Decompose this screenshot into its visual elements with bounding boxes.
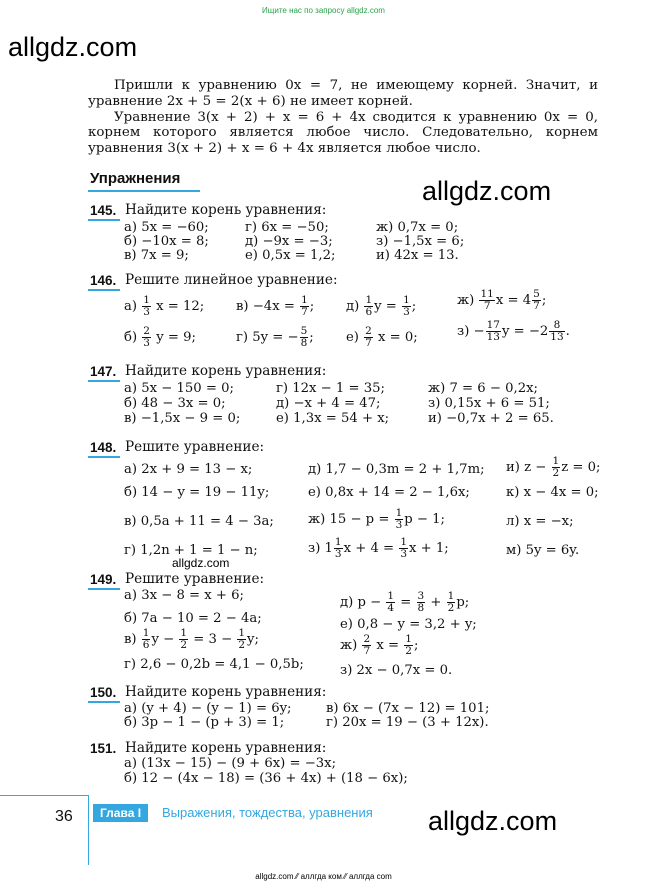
exercise-149-item: а) 3x − 8 = x + 6; (124, 588, 244, 603)
exercise-147-item: г) 12x − 1 = 35; (276, 381, 385, 396)
exercise-145-item: е) 0,5x = 1,2; (245, 248, 336, 263)
exercise-148-underline (88, 456, 120, 458)
exercise-145-item: д) −9x = −3; (245, 234, 333, 249)
exercise-147-item: и) −0,7x + 2 = 65. (428, 411, 554, 426)
exercise-147-item: е) 1,3x = 54 + x; (276, 411, 390, 426)
page-number: 36 (55, 808, 73, 825)
exercise-149-underline (88, 588, 120, 590)
fraction: $\frac{1}{2}$ (238, 627, 246, 651)
intro-paragraph-1: Пришли к уравнению 0x = 7, не имеющему корней. Значит, и уравнение 2x + 5 = 2(x + 6) не имеет корней. (88, 78, 598, 109)
exercise-148-item: к) x − 4x = 0; (506, 485, 599, 500)
exercise-150-task: Найдите корень уравнения: (125, 684, 327, 700)
exercise-149-item: з) 2x − 0,7x = 0. (340, 663, 453, 678)
intro-text (88, 78, 598, 157)
fraction: $\frac{1}{3}$ (143, 294, 150, 318)
exercise-149-item: б) 7a − 10 = 2 − 4a; (124, 611, 262, 626)
exercise-149-item: г) 2,6 − 0,2b = 4,1 − 0,5b; (124, 657, 304, 672)
fraction: $\frac{5}{7}$ (533, 288, 540, 312)
exercise-151-task: Найдите корень уравнения: (125, 740, 327, 756)
chapter-badge: Глава I (93, 804, 148, 822)
fraction: $\frac{2}{7}$ (363, 633, 371, 657)
exercise-147-task: Найдите корень уравнения: (125, 363, 327, 379)
exercise-145-item: ж) 0,7x = 0; (376, 220, 459, 235)
exercise-147-number: 147. (90, 364, 117, 379)
exercise-149-number: 149. (90, 572, 117, 587)
exercise-145-task: Найдите корень уравнения: (125, 202, 327, 218)
exercise-148-item-zh: ж) 15 − p = $\frac{1}{3}$ p − 1; (308, 507, 445, 531)
fraction: $\frac{2}{7}$ (365, 325, 372, 349)
watermark: allgdz.com (428, 806, 558, 836)
fraction: $\frac{11}{7}$ (480, 288, 494, 312)
exercise-148-item-z: з) 1 $\frac{1}{3}$ x + 4 = $\frac{1}{3}$ x + 1; (308, 536, 449, 560)
exercise-147-underline (88, 380, 120, 382)
exercise-145-item: в) 7x = 9; (124, 248, 189, 263)
exercise-145-item: и) 42x = 13. (376, 248, 459, 263)
intro-paragraph-2: Уравнение 3(x + 2) + x = 6 + 4x сводится к уравнению 0x = 0, корнем которого является любое число. Следовательно, корнем уравнения 3(x + 2) + x = 6 + 4x является любое число. (88, 109, 598, 157)
fraction: $\frac{3}{8}$ (417, 590, 425, 614)
exercise-148-item: б) 14 − y = 19 − 11y; (124, 485, 270, 500)
exercise-148-item: а) 2x + 9 = 13 − x; (124, 462, 253, 477)
exercise-146-item-zh: ж) $\frac{11}{7}$ x = 4 $\frac{5}{7}$ ; (457, 288, 547, 312)
exercise-146-number: 146. (90, 273, 117, 288)
fraction: $\frac{8}{13}$ (550, 319, 564, 343)
chapter-title: Выражения, тождества, уравнения (162, 805, 373, 820)
fraction: $\frac{1}{7}$ (301, 294, 308, 318)
exercise-149-item-zh: ж) $\frac{2}{7}$ x = $\frac{1}{2}$ ; (340, 633, 419, 657)
exercise-149-item-d: д) p − $\frac{1}{4}$ = $\frac{3}{8}$ + $\frac{1}{2}$ p; (340, 590, 470, 614)
exercise-150-underline (88, 701, 120, 703)
exercise-151-item: б) 12 − (4x − 18) = (36 + 4x) + (18 − 6x); (124, 771, 408, 786)
exercise-146-item-e: е) $\frac{2}{7}$ x = 0; (346, 325, 418, 349)
exercise-146-item-z: з) − $\frac{17}{13}$ y = −2 $\frac{8}{13}$ . (457, 319, 570, 343)
watermark: allgdz.com (172, 556, 230, 570)
exercise-146-item-g: г) 5y = − $\frac{5}{8}$ ; (236, 325, 314, 349)
fraction: $\frac{1}{6}$ (365, 294, 373, 318)
exercise-151-number: 151. (90, 741, 117, 756)
fraction: $\frac{1}{2}$ (180, 627, 188, 651)
exercise-145-item: а) 5x = −60; (124, 220, 209, 235)
exercise-150-item: б) 3p − 1 − (p + 3) = 1; (124, 715, 285, 730)
fraction: $\frac{1}{3}$ (400, 536, 408, 560)
exercise-147-item: ж) 7 = 6 − 0,2x; (428, 381, 538, 396)
exercise-145-number: 145. (90, 203, 117, 218)
exercise-147-item: д) −x + 4 = 47; (276, 396, 381, 411)
exercise-148-item: л) x = −x; (506, 514, 574, 529)
exercise-145-item: з) −1,5x = 6; (376, 234, 465, 249)
exercise-149-item-v: в) $\frac{1}{6}$ y − $\frac{1}{2}$ = 3 − $\frac{1}{2}$ y; (124, 627, 259, 651)
section-title: Упражнения (90, 170, 181, 187)
fraction: $\frac{17}{13}$ (486, 319, 500, 343)
exercise-146-underline (88, 289, 120, 291)
exercise-148-item: е) 0,8x + 14 = 2 − 1,6x; (308, 485, 470, 500)
section-underline (88, 190, 200, 192)
fraction: $\frac{1}{2}$ (405, 633, 412, 657)
exercise-148-item: г) 1,2n + 1 = 1 − n; (124, 543, 258, 558)
footer-vertical-divider (88, 795, 89, 865)
exercise-146-item-a: а) $\frac{1}{3}$ x = 12; (124, 294, 205, 318)
exercise-150-item: г) 20x = 19 − (3 + 12x). (326, 715, 489, 730)
exercise-149-task: Решите уравнение: (125, 571, 265, 587)
exercise-146-item-v: в) −4x = $\frac{1}{7}$ ; (236, 294, 315, 318)
fraction: $\frac{1}{4}$ (387, 590, 395, 614)
exercise-150-item: а) (y + 4) − (y − 1) = 6y; (124, 701, 292, 716)
watermark: allgdz.com (8, 32, 138, 62)
top-note: Ищите нас по запросу allgdz.com (262, 6, 385, 15)
exercise-148-item-i: и) z − $\frac{1}{2}$ z = 0; (506, 455, 601, 479)
exercise-148-number: 148. (90, 440, 117, 455)
exercise-148-item: м) 5y = 6y. (506, 543, 580, 558)
fraction: $\frac{2}{3}$ (143, 325, 150, 349)
exercise-146-item-b: б) $\frac{2}{3}$ y = 9; (124, 325, 196, 349)
exercise-148-item: в) 0,5a + 11 = 4 − 3a; (124, 514, 274, 529)
exercise-145-item: б) −10x = 8; (124, 234, 209, 249)
exercise-150-item: в) 6x − (7x − 12) = 101; (326, 701, 490, 716)
exercise-147-item: а) 5x − 150 = 0; (124, 381, 234, 396)
fraction: $\frac{5}{8}$ (300, 325, 308, 349)
exercise-148-item: д) 1,7 − 0,3m = 2 + 1,7m; (308, 462, 485, 477)
exercise-147-item: б) 48 − 3x = 0; (124, 396, 226, 411)
exercise-147-item: в) −1,5x − 9 = 0; (124, 411, 241, 426)
footer-divider (0, 795, 88, 796)
fraction: $\frac{1}{2}$ (447, 590, 455, 614)
fraction: $\frac{1}{3}$ (395, 507, 403, 531)
watermark: allgdz.com (422, 176, 552, 206)
bottom-note: allgdz.com ⁄⁄ аллгда ком ⁄⁄ аллгда com (255, 872, 392, 881)
exercise-145-item: г) 6x = −50; (245, 220, 329, 235)
exercise-151-item: а) (13x − 15) − (9 + 6x) = −3x; (124, 756, 337, 771)
exercise-148-task: Решите уравнение: (125, 439, 265, 455)
exercise-149-item: е) 0,8 − y = 3,2 + y; (340, 617, 477, 632)
fraction: $\frac{1}{3}$ (334, 536, 342, 560)
fraction: $\frac{1}{6}$ (142, 627, 150, 651)
exercise-145-underline (88, 219, 120, 221)
exercise-146-task: Решите линейное уравнение: (125, 272, 338, 288)
fraction: $\frac{1}{2}$ (552, 455, 560, 479)
exercise-147-item: з) 0,15x + 6 = 51; (428, 396, 550, 411)
exercise-146-item-d: д) $\frac{1}{6}$ y = $\frac{1}{3}$ ; (346, 294, 417, 318)
exercise-150-number: 150. (90, 685, 117, 700)
fraction: $\frac{1}{3}$ (403, 294, 410, 318)
